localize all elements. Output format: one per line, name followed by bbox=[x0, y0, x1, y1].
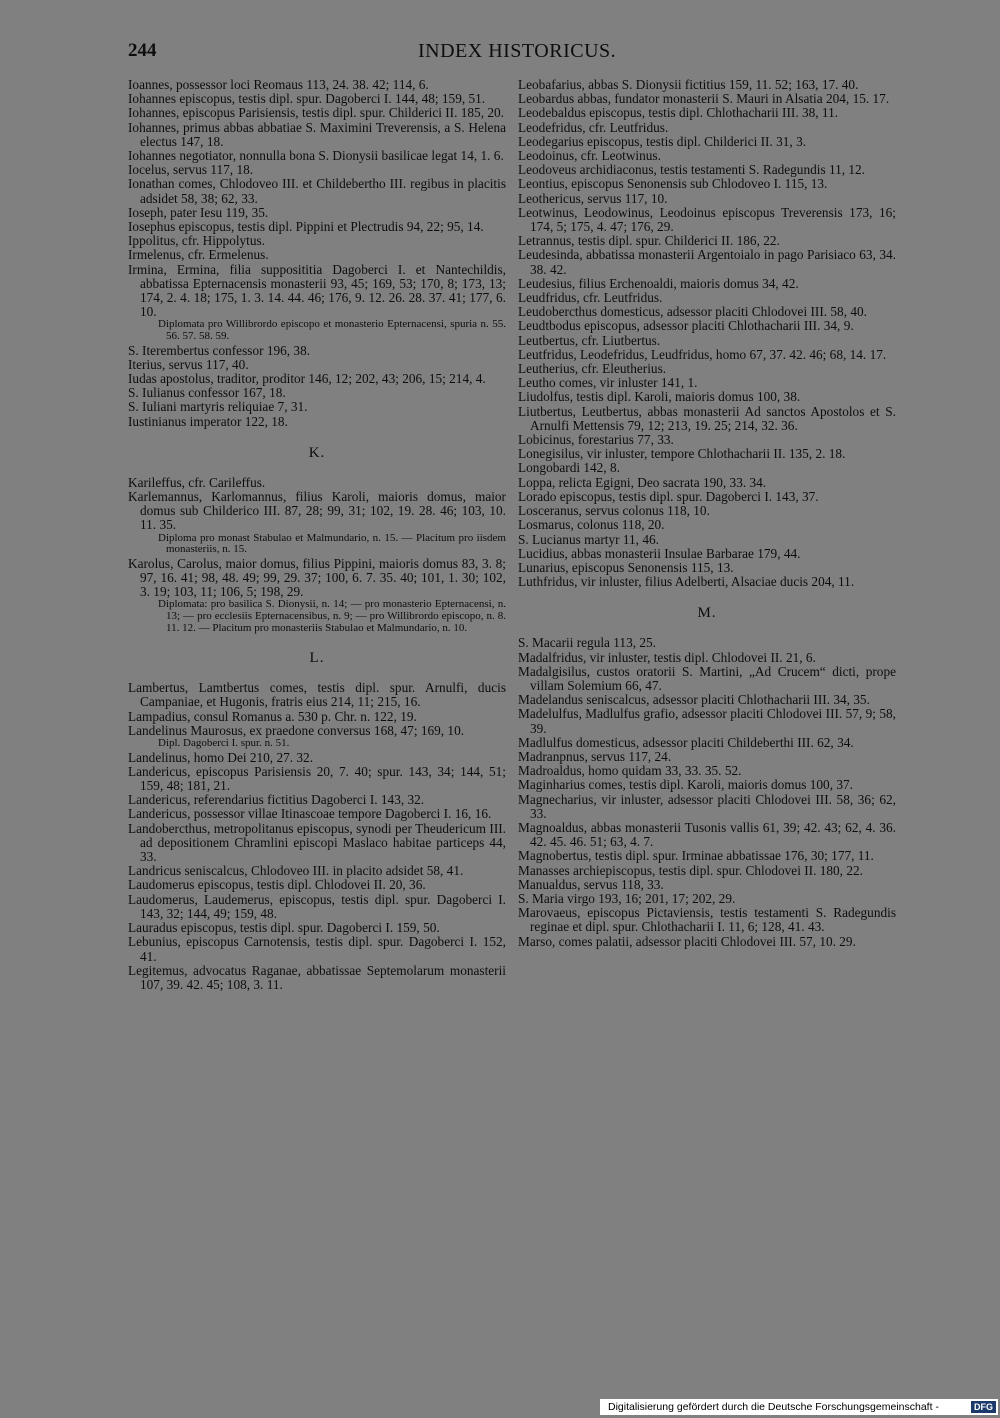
index-entry: Landericus, possessor villae Itinascoae tempore Dagoberci I. 16, 16. bbox=[128, 806, 492, 822]
index-entry: Legitemus, advocatus Raganae, abbatissae Septemolarum monasterii 107, 39. 42. 45; 108, 3. 11. bbox=[128, 962, 506, 992]
index-entry: S. Iulianus confessor 167, 18. bbox=[128, 385, 286, 401]
index-entry: Leudfridus, cfr. Leutfridus. bbox=[518, 290, 663, 306]
index-entry: Iosephus episcopus, testis dipl. Pippini et Plectrudis 94, 22; 95, 14. bbox=[128, 219, 484, 235]
entry-note: Diplomata pro Willibrordo episcopo et monasterio Epternacensi, spuria n. 55. 56. 57. 58. 59. bbox=[158, 318, 506, 343]
entry-note: Diploma pro monast Stabulao et Malmundario, n. 15. — Placitum pro iisdem monasteriis, n. 15. bbox=[158, 531, 506, 556]
index-entry: Leutho comes, vir inluster 141, 1. bbox=[518, 375, 698, 391]
index-entry: Leudesinda, abbatissa monasterii Argentoialo in pago Parisiaco 63, 34. 38. 42. bbox=[518, 247, 896, 277]
index-entry: Leodoveus archidiaconus, testis testamenti S. Radegundis 11, 12. bbox=[518, 162, 866, 178]
index-entry: Manasses archiepiscopus, testis dipl. spur. Chlodovei II. 180, 22. bbox=[518, 862, 863, 878]
index-entry: Leutherius, cfr. Eleutherius. bbox=[518, 361, 667, 377]
index-entry: Laudomerus, Laudemerus, episcopus, testis dipl. spur. Dagoberci I. 143, 32; 144, 49; 159, 48. bbox=[128, 891, 506, 921]
index-entry: Iocelus, servus 117, 18. bbox=[128, 162, 254, 178]
index-entry: Lucidius, abbas monasterii Insulae Barbarae 179, 44. bbox=[518, 545, 801, 561]
index-entry: Leodoinus, cfr. Leotwinus. bbox=[518, 148, 661, 164]
footer-text: Digitalisierung gefördert durch die Deutsche Forschungsgemeinschaft - bbox=[608, 1401, 939, 1413]
index-entry: Magnobertus, testis dipl. spur. Irminae abbatissae 176, 30; 177, 11. bbox=[518, 848, 874, 864]
index-entry: Magnoaldus, abbas monasterii Tusonis vallis 61, 39; 42. 43; 62, 4. 36. 42. 45. 46. 51; 63, 4. 7. bbox=[518, 819, 896, 850]
index-entry: Leudobercthus domesticus, adsessor placiti Chlodovei III. 58, 40. bbox=[518, 304, 867, 320]
index-entry: S. Iuliani martyris reliquiae 7, 31. bbox=[128, 399, 308, 415]
running-title: INDEX HISTORICUS. bbox=[418, 40, 617, 62]
index-entry: Lebunius, episcopus Carnotensis, testis dipl. spur. Dagoberci I. 152, 41. bbox=[128, 934, 506, 964]
right-column bbox=[518, 78, 896, 949]
footer-banner bbox=[600, 1399, 998, 1415]
index-entry: Landelinus Maurosus, ex praedone conversus 168, 47; 169, 10. bbox=[128, 722, 465, 738]
left-column bbox=[128, 78, 506, 992]
index-entry: Magnecharius, vir inluster, adsessor placiti Chlodovei III. 58, 36; 62, 33. bbox=[518, 791, 896, 821]
index-entry: Irmelenus, cfr. Ermelenus. bbox=[128, 247, 269, 263]
index-entry: Karileffus, cfr. Carileffus. bbox=[128, 474, 266, 490]
index-entry: Landobercthus, metropolitanus episcopus, synodi per Theudericum III. ad depositionem Chramlini episcopi Maslaco habitae particeps 44, 33. bbox=[128, 820, 506, 865]
page-header bbox=[128, 40, 898, 70]
index-entry: Landericus, referendarius fictitius Dagoberci I. 143, 32. bbox=[128, 792, 425, 808]
index-entry: Leodegarius episcopus, testis dipl. Childerici II. 31, 3. bbox=[518, 133, 807, 149]
index-entry: Lorado episcopus, testis dipl. spur. Dagoberci I. 143, 37. bbox=[518, 488, 819, 504]
index-entry: Leudesius, filius Erchenoaldi, maioris domus 34, 42. bbox=[518, 275, 799, 291]
index-entry: Laudomerus episcopus, testis dipl. Chlodovei II. 20, 36. bbox=[128, 877, 426, 893]
section-letter: L. bbox=[309, 650, 325, 667]
entry-note: Diplomata: pro basilica S. Dionysii, n. 14; — pro monasterio Epternacensi, n. 13; — pro ecclesiis Epternacensibus, n. 9; — pro Willibrordo episcopo, n. 8. 11. 12. — Placitum pro monasteriis Stabulao et Malmundario, n. 10. bbox=[158, 598, 506, 634]
index-entry: Iohannes, primus abbas abbatiae S. Maximini Treverensis, a S. Helena electus 147, 18. bbox=[128, 119, 506, 149]
index-entry: Leodefridus, cfr. Leutfridus. bbox=[518, 119, 669, 135]
index-entry: Iohannes episcopus, testis dipl. spur. Dagoberci I. 144, 48; 159, 51. bbox=[128, 91, 486, 107]
index-entry: Irmina, Ermina, filia supposititia Dagoberci I. et Nantechildis, abbatissa Epternacensis monasterii 93, 45; 169, 53; 170, 8; 173, 13; 174, 2. 4. 18; 175, 1. 3. 14. 44. 46; 176, 9. 12. 26. 28. 37. 41; 177, 6. 10. bbox=[128, 261, 506, 320]
index-entry: S. Iterembertus confessor 196, 38. bbox=[128, 342, 311, 358]
index-entry: Lobicinus, forestarius 77, 33. bbox=[518, 432, 674, 448]
index-entry: Lambertus, Lamtbertus comes, testis dipl. spur. Arnulfi, ducis Campaniae, et Hugonis, fratris eius 214, 11; 215, 16. bbox=[128, 680, 506, 710]
index-entry: Longobardi 142, 8. bbox=[518, 460, 620, 476]
index-entry: Madranpnus, servus 117, 24. bbox=[518, 748, 672, 764]
section-letter: M. bbox=[697, 605, 717, 622]
index-entry: Madalgisilus, custos oratorii S. Martini, „Ad Crucem“ dicti, prope villam Solemium 66, 47. bbox=[518, 663, 896, 693]
entry-note: Dipl. Dagoberci I. spur. n. 51. bbox=[158, 737, 290, 750]
index-entry: Ionathan comes, Chlodoveo III. et Childebertho III. regibus in placitis adsidet 58, 38; 62, 33. bbox=[128, 176, 506, 206]
index-entry: Landelinus, homo Dei 210, 27. 32. bbox=[128, 749, 314, 765]
index-entry: Lonegisilus, vir inluster, tempore Chlothacharii II. 135, 2. 18. bbox=[518, 446, 846, 462]
index-entry: Ippolitus, cfr. Hippolytus. bbox=[128, 233, 266, 249]
index-entry: Madroaldus, homo quidam 33, 33. 35. 52. bbox=[518, 763, 742, 779]
index-entry: Lauradus episcopus, testis dipl. spur. Dagoberci I. 159, 50. bbox=[128, 920, 440, 936]
index-entry: Madlulfus domesticus, adsessor placiti Childeberthi III. 62, 34. bbox=[518, 734, 854, 750]
index-entry: Lampadius, consul Romanus a. 530 p. Chr. n. 122, 19. bbox=[128, 708, 417, 724]
index-entry: Leontius, episcopus Senonensis sub Chlodoveo I. 115, 13. bbox=[518, 176, 828, 192]
index-entry: Ioannes, possessor loci Reomaus 113, 24. 38. 42; 114, 6. bbox=[128, 77, 429, 92]
index-entry: Ioseph, pater Iesu 119, 35. bbox=[128, 204, 269, 220]
page-number: 244 bbox=[128, 40, 157, 61]
index-entry: Karlemannus, Karlomannus, filius Karoli, maioris domus, maior domus sub Childerico III. 87, 28; 99, 31; 102, 19. 28. 46; 103, 10. 11. 35. bbox=[128, 489, 506, 533]
index-entry: Luthfridus, vir inluster, filius Adelberti, Alsaciae ducis 204, 11. bbox=[518, 574, 855, 590]
index-entry: Iustinianus imperator 122, 18. bbox=[128, 413, 288, 429]
index-entry: Iterius, servus 117, 40. bbox=[128, 356, 249, 372]
index-entry: Iudas apostolus, traditor, proditor 146, 12; 202, 43; 206, 15; 214, 4. bbox=[128, 371, 486, 387]
index-entry: Leobafarius, abbas S. Dionysii fictitius 159, 11. 52; 163, 17. 40. bbox=[518, 77, 859, 92]
index-entry: Leodebaldus episcopus, testis dipl. Chlothacharii III. 38, 11. bbox=[518, 105, 839, 121]
index-entry: Madelandus seniscalcus, adsessor placiti Chlothacharii III. 34, 35. bbox=[518, 692, 870, 708]
index-entry: Leudtbodus episcopus, adsessor placiti Chlothacharii III. 34, 9. bbox=[518, 318, 854, 334]
index-entry: Maginharius comes, testis dipl. Karoli, maioris domus 100, 37. bbox=[518, 777, 853, 793]
section-letter: K. bbox=[308, 444, 326, 461]
index-entry: Manualdus, servus 118, 33. bbox=[518, 876, 664, 892]
index-entry: Leothericus, servus 117, 10. bbox=[518, 190, 668, 206]
index-entry: Karolus, Carolus, maior domus, filius Pippini, maioris domus 83, 3. 8; 97, 16. 41; 98, 48. 49; 99, 29. 37; 100, 6. 7. 35. 40; 101, 1. 30; 102, 3. 19; 103, 11; 106, 5; 198, 29. bbox=[128, 555, 506, 600]
index-entry: Losceranus, servus colonus 118, 10. bbox=[518, 503, 710, 519]
index-entry: Losmarus, colonus 118, 20. bbox=[518, 517, 665, 533]
index-entry: Leutfridus, Leodefridus, Leudfridus, homo 67, 37. 42. 46; 68, 14. 17. bbox=[518, 346, 887, 362]
dfg-logo: DFG bbox=[971, 1401, 996, 1413]
index-entry: Landricus seniscalcus, Chlodoveo III. in placito adsidet 58, 41. bbox=[128, 863, 464, 879]
index-entry: Leotwinus, Leodowinus, Leodoinus episcopus Treverensis 173, 16; 174, 5; 175, 4. 47; 176, 29. bbox=[518, 204, 896, 235]
index-entry: Leutbertus, cfr. Liutbertus. bbox=[518, 332, 661, 348]
index-entry: Madalfridus, vir inluster, testis dipl. Chlodovei II. 21, 6. bbox=[518, 649, 816, 665]
index-entry: S. Maria virgo 193, 16; 201, 17; 202, 29. bbox=[518, 890, 736, 906]
index-entry: Madelulfus, Madlulfus grafio, adsessor placiti Chlodovei III. 57, 9; 58, 39. bbox=[518, 706, 896, 736]
index-entry: S. Macarii regula 113, 25. bbox=[518, 635, 656, 651]
index-entry: Landericus, episcopus Parisiensis 20, 7. 40; spur. 143, 34; 144, 51; 159, 48; 181, 21. bbox=[128, 763, 506, 794]
index-entry: Liudolfus, testis dipl. Karoli, maioris domus 100, 38. bbox=[518, 389, 801, 405]
index-entry: Leobardus abbas, fundator monasterii S. Mauri in Alsatia 204, 15. 17. bbox=[518, 91, 890, 107]
index-entry: Iohannes negotiator, nonnulla bona S. Dionysii basilicae legat 14, 1. 6. bbox=[128, 148, 504, 164]
index-entry: Lunarius, episcopus Senonensis 115, 13. bbox=[518, 559, 734, 575]
index-entry: Letrannus, testis dipl. spur. Childerici II. 186, 22. bbox=[518, 233, 780, 249]
index-entry: Marso, comes palatii, adsessor placiti Chlodovei III. 57, 10. 29. bbox=[518, 933, 856, 949]
index-entry: Liutbertus, Leutbertus, abbas monasterii Ad sanctos Apostolos et S. Arnulfi Mettensis 79, 12; 213, 19. 25; 214, 32. 36. bbox=[518, 403, 896, 433]
index-entry: Iohannes, episcopus Parisiensis, testis dipl. spur. Childerici II. 185, 20. bbox=[128, 105, 504, 121]
index-entry: Marovaeus, episcopus Pictaviensis, testis testamenti S. Radegundis reginae et dipl. spur. Chlothacharii I. 11, 6; 128, 41. 43. bbox=[518, 905, 896, 935]
index-entry: Loppa, relicta Egigni, Deo sacrata 190, 33. 34. bbox=[518, 474, 767, 490]
index-entry: S. Lucianus martyr 11, 46. bbox=[518, 531, 659, 547]
